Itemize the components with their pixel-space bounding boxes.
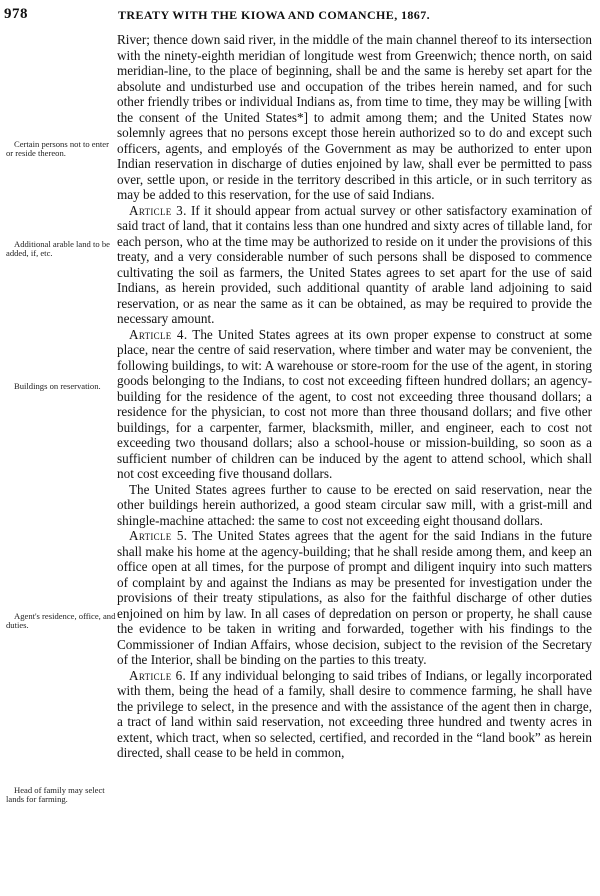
margin-note-persons: Certain persons not to enter or reside thereon. <box>6 139 109 159</box>
article-6-text: If any individual belonging to said tribes of Indians, or legally incorporated with them, being the head of a family, shall desire to commence farming, he shall have the privilege to select, in the presence and with the assistance of the agent then in charge, a tract of land within said reservation, not exceeding three hundred and twenty acres in extent, which tract, when so selected, certified, and recorded in the “land book” as herein directed, shall cease to be held in common, <box>117 667 593 760</box>
paragraph-article-2-continued: River; thence down said river, in the middle of the main channel thereof to its intersection with the ninety-eighth meridian of longitude west from Greenwich; thence north, on said meridian-line, to the place of beginning, shall be and the same is hereby set apart for the absolute and undisturbed use and occupation of the tribes herein named, and for such other friendly tribes or individual Indians as, from time to time, they may be willing [with the consent of the United States*] to admit among them; and the United States now solemnly agrees that no persons except those herein authorized so to do and except such officers, agents, and employés of the Government as may be authorized to enter upon Indian reservation in discharge of duties enjoined by law, shall ever be permitted to pass over, settle upon, or reside in the territory described in this article, or in such territory as may be added to this reservation, for the use of said Indians. <box>117 32 592 202</box>
page-number: 978 <box>4 6 28 22</box>
margin-note-buildings: Buildings on reservation. <box>14 381 101 391</box>
treaty-body <box>117 32 592 761</box>
article-4-heading: Article 4. <box>129 326 188 342</box>
paragraph-article-6 <box>117 668 592 761</box>
running-title: TREATY WITH THE KIOWA AND COMANCHE, 1867. <box>118 8 430 22</box>
article-5-heading: Article 5. <box>129 528 188 543</box>
margin-note-head-of-family: Head of family may select lands for farming. <box>6 785 105 805</box>
paragraph-article-3 <box>117 203 592 327</box>
margin-note-agent: Agent's residence, office, and duties. <box>6 611 116 631</box>
article-5-text: The United States agrees that the agent for the said Indians in the future shall make his home at the agency-building; that he shall reside among them, and keep an office open at all times, for the purpose of prompt and diligent inquiry into such matters of complaint by and against the Indians as may be presented for investigation under the provisions of their treaty stipulations, as also for the faithful discharge of other duties enjoined on him by law. In all cases of depredation on person or property, he shall cause the evidence to be taken in writing and forwarded, together with his findings to the Commissioner of Indian Affairs, whose decision, subject to the revision of the Secretary of the Interior, shall be binding on the parties to this treaty. <box>117 528 593 667</box>
margin-note-arable-land: Additional arable land to be added, if, etc. <box>6 239 110 259</box>
article-3-heading: Article 3. <box>129 202 187 218</box>
article-6-heading: Article 6. <box>129 667 187 683</box>
article-4-text: The United States agrees at its own proper expense to construct at some place, near the centre of said reservation, where timber and water may be convenient, the following buildings, to wit: A warehouse or store-room for the use of the agent, in storing goods belonging to the Indians, to cost not exceeding fifteen hundred dollars; an agency-building for the residence of the agent, to cost not exceeding three thousand dollars; a residence for the physician, to cost not more than three thousand dollars; and five other buildings, for a carpenter, farmer, blacksmith, miller, and engineer, each to cost not exceeding two thousand dollars; also a school-house or mission-building, so soon as a sufficient number of children can be induced by the agent to attend school, which shall not cost exceeding five thousand dollars. <box>117 326 593 481</box>
paragraph-article-4-saw-mill: The United States agrees further to cause to be erected on said reservation, near the other buildings herein authorized, a good steam circular saw mill, with a grist-mill and shingle-machine attached: the same to cost not exceeding eight thousand dollars. <box>117 481 592 528</box>
article-3-text: If it should appear from actual survey or other satisfactory examination of said tract of land, that it contains less than one hundred and sixty acres of tillable land, for each person, who at the time may be authorized to reside on it under the provisions of this treaty, and a very considerable number of such persons shall be disposed to commence cultivating the soil as farmers, the United States agrees to set apart for the use of said Indians, as herein provided, such additional quantity of arable land adjoining to said reservation, or as near the same as it can be obtained, as may be required to provide the necessary amount. <box>117 202 593 326</box>
page-header <box>0 2 600 28</box>
paragraph-article-5 <box>117 528 592 668</box>
paragraph-article-4 <box>117 327 592 482</box>
